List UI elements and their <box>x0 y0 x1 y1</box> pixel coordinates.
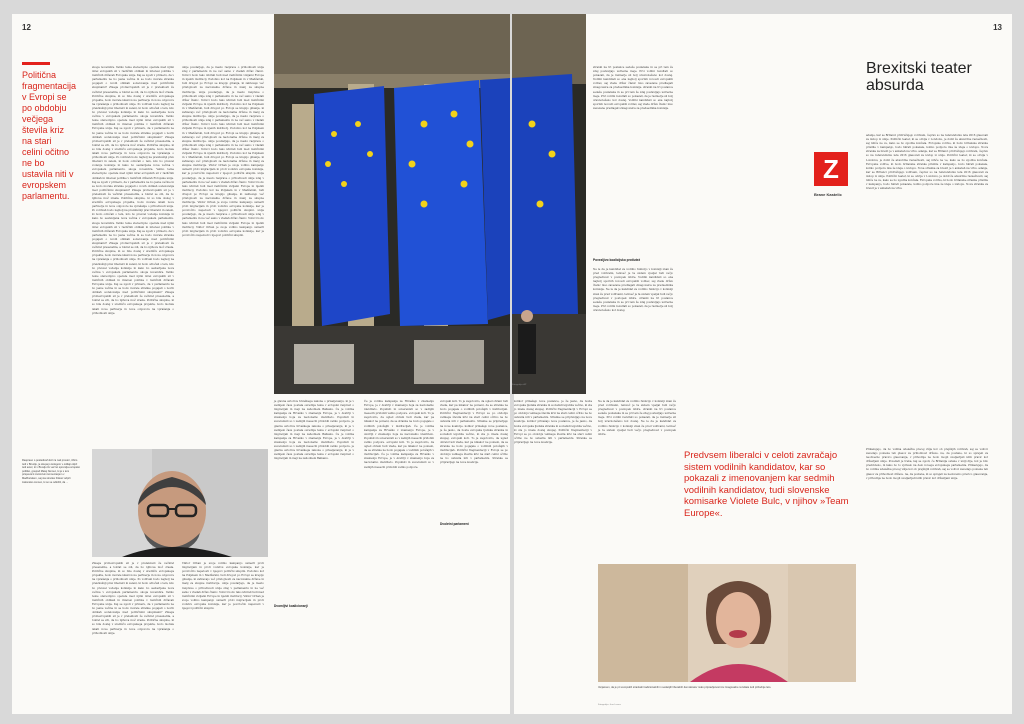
subhead: Dvomljivi koalicionarji <box>274 604 308 608</box>
paragraph: Viktor Orban je svoje volilno kampanjo usmeril proti migracijam in proti vodstvu evropske komisije, kar je povzročilo napetosti v njegovi politični skupini. <box>182 225 265 237</box>
paragraph: Politični fragmentaciji v Evropi se po obdobju velikega števila kriz na stari celini očitno ne bo ustavila niti v parlamentu. Stranke se pripravljajo na nove koalicije. <box>514 428 592 444</box>
paragraph: unije poudarjajo, da je mesto razprave o prihodnosti unije zdaj v parlamentu in ne več samo v vladah držav članic. Volivci bodo tako izbirali tudi med različnimi vizijami Evrope in njenih institucij. <box>182 66 264 82</box>
paragraph: Po volitvah bodo najbolj na preizkušnji prav liberalci in zeleni, ki bodo odločali o tem, kdo bo prevzel vodenje komisije in kako bo sestavljena nova večina v evropskem parlamentu. <box>92 209 174 221</box>
woman-photo-caption: Verjamem, da je pri evropskih strankah tradicionalnih in sedanjih liberalnih demokratov malo pripravljenosti za zmagovalne rezultate tudi prihodnje leto. <box>598 686 772 689</box>
paragraph: je glavna avtorica hrvaškega zakona o priseljevanju, ki je v zadnjem času postala osrednja tema v evropski razpravi o migracijah in meji na zahodnem Balkanu. <box>274 420 354 436</box>
paragraph: kolikor prinašajo nove poslance, je že jasno, da bosta evropska ljudska stranka in socialisti izgubila večino, ki sta jo imela doslej skupaj. <box>514 400 593 412</box>
paragraph: Politični fragmentaciji v Evropi se po obdobju velikega števila kriz na stari celini očitno ne bo ustavila niti v parlamentu. Stranke se pripravljajo na nove koalicije. <box>440 412 508 428</box>
left-page <box>12 14 510 714</box>
paragraph: Viktor Orban je svoje volilno kampanjo usmeril proti migracijam in proti vodstvu evropske komisije, kar je povzročilo napetosti v njegovi politični skupini. <box>182 562 264 574</box>
author-badge <box>814 152 848 186</box>
paragraph: je glavna avtorica hrvaškega zakona o priseljevanju, ki je v zadnjem času postala osrednja tema v evropski razpravi o migracijah in meji na zahodnem Balkanu. <box>274 445 354 461</box>
paragraph: Evropske volitve, ki bodo britanske stranke prisilile v kampanjo, bodo hkrati pokazale, koliko podpore ima še ideja o izstopu. Nova stranka za brexit je v anketah na vrhu. <box>866 142 988 154</box>
article-column-1-bottom <box>92 562 174 704</box>
paragraph: Ne le da je kandidat za vodilno funkcijo v komisiji znan že pred volitvami, temveč je ta sistem vpeljal tudi večjo preglednost v postopek izbire. <box>598 400 676 412</box>
article-column-5 <box>440 400 508 700</box>
paragraph: Če je volilna kampanja za Hrvaško v znamenju Evrope, je v Avstriji v znamenju boja za nacionalno identiteto. Populisti in suverenisti so v zadnjih mesecih pridobili veliko podpore. <box>364 400 434 416</box>
paragraph: kolikor prinašajo nove poslance, je že jasno, da bosta evropska ljudska stranka in socialisti izgubila večino, ki sta jo imela doslej skupaj. <box>440 424 508 440</box>
paragraph: Zmaga protievropskih sil je v preteklosti že večkrat presenetila, a tokrat se zdi, da bo njihova moč zrasla. Politične skupine, ki so bile doslej v središču evropskega projekta, bodo morale iskati nove partnerje in nove odgovore na vprašanja o prihodnosti unije. <box>92 611 174 635</box>
page-number-left: 12 <box>22 23 31 32</box>
paragraph: adanje, kar se Britanci pridružujejo volitvam, čeprav so na referendumu leta 2016 glasovali za izstop iz unije. Politični teater, ki se odvija v Londonu, je dobil že absurdne razsežnosti, saj nihče ne ve, kako se bo zgodba končala. <box>866 150 989 162</box>
paragraph: Podobno kot na Poljskem in v Madžarski, tudi drugod po Evropi se krepijo gibanja, ki zahtevajo več pristojnosti za nacionalne države in manj za skupne institucije. <box>182 78 264 94</box>
article-column-3 <box>274 400 354 700</box>
paragraph: Viktor Orban je svoje volilno kampanjo usmeril proti migracijam in proti vodstvu evropske komisije, kar je povzročilo napetosti v njegovi politični skupini. <box>182 201 265 213</box>
paragraph: unije poudarjajo, da je mesto razprave o prihodnosti unije zdaj v parlamentu in ne več samo v vladah držav članic. Volivci bodo tako izbirali tudi med različnimi vizijami Evrope in njenih institucij. <box>182 172 264 192</box>
eu-flags-building-illustration <box>274 14 510 394</box>
paragraph: Evropske volitve, ki bodo britanske stranke prisilile v kampanjo, bodo hkrati pokazale, koliko podpore ima še ideja o izstopu. Nova stranka za brexit je v anketah na vrhu. <box>866 162 988 170</box>
paragraph: Če je volilna kampanja za Hrvaško v znamenju Evrope, je v Avstriji v znamenju boja za nacionalno identiteto. Populisti in suverenisti so v zadnjih mesecih pridobili veliko podpore. <box>364 424 435 444</box>
paragraph: Podobno kot na Poljskem in v Madžarski, tudi drugod po Evropi se krepijo gibanja, ki zahtevajo več pristojnosti za nacionalne države in manj za skupne institucije. <box>182 188 264 205</box>
paragraph: Vodilni kandidati so ena najbolj spornih novosti evropskih volitev, saj vlade držav članic niso zavezane predlagati zmagovalca za predsednika komisije. <box>593 276 673 292</box>
column-title: Brexitski teater absurda <box>866 60 972 94</box>
page-number-right: 13 <box>993 23 1002 32</box>
paragraph: skoga novembra. Veliko teme stereotipno operate med njimi izraz evropskih sil v različnih oblikah in interesi politike v različnih državah Evropske unije. Kaj se zgodi v primeru, da v parlamentu ne bo jasne večine in se bodo morale stranke pogajati o novih oblikah sodelovanja med političnimi skupinami? <box>92 115 174 139</box>
paragraph: Po volitvah bodo najbolj na preizkušnji prav liberalci in zeleni, ki bodo odločali o tem, kdo bo prevzel vodenje komisije in kako bo sestavljena nova večina v evropskem parlamentu. <box>92 258 174 274</box>
article-column-8 <box>598 400 676 560</box>
paragraph: Zmaga protievropskih sil je v preteklosti že večkrat presenetila, a tokrat se zdi, da bo njihova moč zrasla. Politične skupine, ki so bile doslej v središču evropskega projekta, bodo morale iskati nove partnerje in nove odgovore na vprašanja o prihodnosti unije. <box>92 86 174 106</box>
paragraph: Zmaga protievropskih sil je v preteklosti že večkrat presenetila, a tokrat se zdi, da bo njihova moč zrasla. Politične skupine, ki so bile doslej v središču evropskega projekta, bodo morale iskati nove partnerje in nove odgovore na vprašanja o prihodnosti unije. <box>92 188 174 209</box>
paragraph: kolikor prinašajo nove poslance, je že jasno, da bosta evropska ljudska stranka in socialisti izgubila večino, ki sta jo imela doslej skupaj. <box>514 420 593 432</box>
paragraph: Povedati je treba, kaj se zgodi, če Britanija ostane v uniji dlje, kot je bilo predvideno, in kako bo to vplivalo na delo novega evropskega parlamenta. <box>866 460 988 468</box>
paragraph: Politični fragmentaciji v Evropi se po obdobju velikega števila kriz na stari celini očitno ne bo ustavila niti v parlamentu. Stranke se pripravljajo na nove koalicije. <box>440 449 508 465</box>
woman-photo-credit: Fotografija: Jure Lovrec <box>598 704 621 706</box>
paragraph: na, da postane, ki so sprejeli za neobvezno pravico glasovanja, v prihodnje ne bodo mogli uveljavljati istih pravic kot državljani unije. <box>866 452 988 464</box>
author-name: Brane Kastelic <box>814 192 842 197</box>
paragraph: Evropske volitve, ki bodo britanske stranke prisilile v kampanjo, bodo hkrati pokazale, koliko podpore ima še ideja o izstopu. Nova stranka za brexit je v anketah na vrhu. <box>866 179 988 191</box>
portrait-caption: Raspravo o posledicah EU za naš prostor, izbiro tudi v Bruslju, je skupaj s kolegom v oddaji odprl tudi avtor, ki v Bruslju že več let spremlja evropsko politiko, gospod Matej Nemec, ki je s tem prispeval k zanimivim komentarjem v Madžarskem, saj sta stranke Fidesz odprli zakonsko osnovo, ki so se odločili, da ... <box>22 459 80 484</box>
paragraph: unije poudarjajo, da je mesto razprave o prihodnosti unije zdaj v parlamentu in ne več samo v vladah držav članic. Volivci bodo tako izbirali tudi med različnimi vizijami Evrope in njenih institucij. <box>182 209 264 229</box>
article-column-7 <box>514 400 592 700</box>
paragraph: Zmaga protievropskih sil je v preteklosti že večkrat presenetila, a tokrat se zdi, da bo njihova moč zrasla. Politične skupine, ki so bile doslej v središču evropskega projekta, bodo morale iskati nove partnerje in nove odgovore na vprašanja o prihodnosti unije. <box>92 242 174 262</box>
paragraph: unije poudarjajo, da je mesto razprave o prihodnosti unije zdaj v parlamentu in ne več samo v vladah držav članic. Volivci bodo tako izbirali tudi med različnimi vizijami Evrope in njenih institucij. <box>182 115 264 131</box>
paragraph: je glavna avtorica hrvaškega zakona o priseljevanju, ki je v zadnjem času postala osrednja tema v evropski razpravi o migracijah in meji na zahodnem Balkanu. <box>274 400 354 412</box>
paragraph: Ne le da je kandidat za vodilno funkcijo v komisiji znan že pred volitvami, temveč je ta sistem vpeljal tudi večjo preglednost v postopek izbire. <box>598 420 676 436</box>
man-portrait-illustration <box>92 449 268 557</box>
portrait-man-photo <box>92 449 268 557</box>
right-page <box>514 14 1012 714</box>
paragraph: Po volitvah bodo najbolj na preizkušnji prav liberalci in zeleni, ki bodo odločali o tem, kdo bo prevzel vodenje komisije in kako bo sestavljena nova večina v evropskem parlamentu. <box>92 102 174 119</box>
paragraph: Zmaga protievropskih sil je v preteklosti že večkrat presenetila, a tokrat se zdi, da bo njihova moč zrasla. Politične skupine, ki so bile doslej v središču evropskega projekta, bodo morale iskati nove partnerje in nove odgovore na vprašanja o prihodnosti unije. <box>92 562 174 582</box>
paragraph: Podobno kot na Poljskem in v Madžarski, tudi drugod po Evropi se krepijo gibanja, ki zahtevajo več pristojnosti za nacionalne države in manj za skupne institucije. <box>182 102 264 119</box>
column-pullquote: Predvsem liberalci v celoti zavračajo sistem vodilnih kandidatov, kar so pokazali z imenovanjem kar sedmih vodilnih kandidatov, tudi slovenske komisarke Violete Bulc, v njihov »Team Europe«. <box>684 450 849 519</box>
article-column-4 <box>364 400 434 700</box>
paragraph: Prikazujejo, da bo volilna udeležba precej višja kot ob prejšnjih volitvah, saj se volivci zavedajo pomena teh glasov za prihodnost države. <box>866 464 988 476</box>
paragraph: Viktor Orban je svoje volilno kampanjo usmeril proti migracijam in proti vodstvu evropske komisije, kar je povzročilo napetosti v njegovi politični skupini. <box>182 164 265 176</box>
paragraph: adanje, kar se Britanci pridružujejo volitvam, čeprav so na referendumu leta 2016 glasovali za izstop iz unije. Politični teater, ki se odvija v Londonu, je dobil že absurdne razsežnosti, saj nihče ne ve, kako se bo zgodba končala. <box>866 134 988 146</box>
paragraph: Ne le da je kandidat za vodilno funkcijo v komisiji znan že pred volitvami, temveč je ta sistem vpeljal tudi večjo preglednost v postopek izbire. <box>593 268 673 280</box>
article-column-1 <box>92 66 174 440</box>
paragraph: Politični fragmentaciji v Evropi se po obdobju velikega števila kriz na stari celini očitno ne bo ustavila niti v parlamentu. Stranke se pripravljajo na nove koalicije. <box>514 408 593 424</box>
author-initial: Z <box>823 154 839 184</box>
paragraph: evropski koti. To je zagotovilo, da ugled ohrani tudi vlada, kar pa nikakor ne pomeni, da se stranke ne bodo pogajale o vodilnih položajih v institucijah. <box>440 400 508 412</box>
subhead: Dvoletni parlament <box>440 522 469 526</box>
paragraph: Če je volilna kampanja za Hrvaško v znamenju Evrope, je v Avstriji v znamenju boja za nacionalno identiteto. Populisti in suverenisti so v zadnjih mesecih pridobili veliko podpore. <box>274 432 354 449</box>
paragraph: stranki na tri poslance sedeže poslanske in se pri tem že zdaj postavljajo ustrezne meje. Prvi volilni rezultati so pokazali, da je razmerje sil bolj uravnoteženo kot doslej. <box>593 86 673 102</box>
main-photo-left-half <box>274 14 510 394</box>
column-text <box>866 134 988 444</box>
paragraph: evropski koti. To je zagotovilo, da ugled ohrani tudi vlada, kar pa nikakor ne pomeni, da se stranke ne bodo pogajale o vodilnih položajih v institucijah. <box>364 412 434 428</box>
paragraph: Zmaga protievropskih sil je v preteklosti že večkrat presenetila, a tokrat se zdi, da bo njihova moč zrasla. Politične skupine, ki so bile doslej v središču evropskega projekta, bodo morale iskati nove partnerje in nove odgovore na vprašanja o prihodnosti unije. <box>92 135 174 160</box>
article-column-6 <box>593 66 673 266</box>
paragraph: stranki na tri poslance sedeže poslanske in se pri tem že zdaj postavljajo ustrezne meje. Prvi volilni rezultati so pokazali, da je razmerje sil bolj uravnoteženo kot doslej. <box>593 296 673 312</box>
paragraph: unije poudarjajo, da je mesto razprave o prihodnosti unije zdaj v parlamentu in ne več samo v vladah držav članic. Volivci bodo tako izbirali tudi med različnimi vizijami Evrope in njenih institucij. <box>182 582 264 598</box>
subhead: Povezljivo koalicijsko protiutež <box>593 258 641 262</box>
paragraph: Vodilni kandidati so ena najbolj spornih novosti evropskih volitev, saj vlade držav članic niso zavezane predlagati zmagovalca za predsednika komisije. <box>593 78 673 90</box>
woman-portrait-illustration <box>598 564 856 682</box>
paragraph: Po volitvah bodo najbolj na preizkušnji prav liberalci in zeleni, ki bodo odločali o tem, kdo bo prevzel vodenje komisije in kako bo sestavljena nova večina v evropskem parlamentu. <box>92 578 174 594</box>
paragraph: Zmaga protievropskih sil je v preteklosti že večkrat presenetila, a tokrat se zdi, da bo njihova moč zrasla. Politične skupine, ki so bile doslej v središču evropskega projekta, bodo morale iskati nove partnerje in nove odgovore na vprašanja o prihodnosti unije. <box>92 291 174 315</box>
paragraph: Podobno kot na Poljskem in v Madžarski, tudi drugod po Evropi se krepijo gibanja, ki zahtevajo več pristojnosti za nacionalne države in manj za skupne institucije. <box>182 127 264 143</box>
paragraph: skoga novembra. Veliko teme stereotipno operate med njimi izraz evropskih sil v različnih oblikah in interesi politike v različnih državah Evropske unije. Kaj se zgodi v primeru, da v parlamentu ne bo jasne večine in se bodo morale stranke pogajati o novih oblikah sodelovanja med političnimi skupinami? <box>92 590 174 615</box>
main-photo-continuation <box>512 14 586 394</box>
paragraph: Ne le da je kandidat za vodilno funkcijo v komisiji znan že pred volitvami, temveč je ta sistem vpeljal tudi večjo preglednost v postopek izbire. <box>593 288 673 300</box>
paragraph: unije poudarjajo, da je mesto razprave o prihodnosti unije zdaj v parlamentu in ne več samo v vladah držav članic. Volivci bodo tako izbirali tudi med različnimi vizijami Evrope in njenih institucij. <box>182 139 264 155</box>
pullquote-left: Politična fragmentacija v Evropi se po obdobju večjega števila kriz na stari celini očitno ne bo ustavila niti v evropskem parlamentu. <box>22 70 77 201</box>
paragraph: stranki na tri poslance sedeže poslanske in se pri tem že zdaj postavljajo ustrezne meje. Prvi volilni rezultati so pokazali, da je razmerje sil bolj uravnoteženo kot doslej. <box>593 66 673 78</box>
paragraph: na, da postane, ki so sprejeli za neobvezno pravico glasovanja, v prihodnje ne bodo mogli uveljavljati istih pravic kot državljani unije. <box>866 472 988 480</box>
paragraph: Po volitvah bodo najbolj na preizkušnji prav liberalci in zeleni, ki bodo odločali o tem, kdo bo prevzel vodenje komisije in kako bo sestavljena nova večina v evropskem parlamentu. <box>92 156 174 172</box>
eu-flag-continuation-illustration <box>512 14 586 394</box>
pullquote-rule <box>22 62 50 65</box>
portrait-woman-photo <box>598 564 856 682</box>
paragraph: Prikazujejo, da bo volilna udeležba precej višja kot ob prejšnjih volitvah, saj se volivci zavedajo pomena teh glasov za prihodnost države. <box>866 448 988 456</box>
paragraph: stranki na tri poslance sedeže poslanske in se pri tem že zdaj postavljajo ustrezne meje. Prvi volilni rezultati so pokazali, da je razmerje sil bolj uravnoteženo kot doslej. <box>598 408 677 424</box>
paragraph: skoga novembra. Veliko teme stereotipno operate med njimi izraz evropskih sil v različnih oblikah in interesi politike v različnih državah Evropske unije. Kaj se zgodi v primeru, da v parlamentu ne bo jasne večine in se bodo morale stranke pogajati o novih oblikah sodelovanja med političnimi skupinami? <box>92 221 174 246</box>
paragraph: Če je volilna kampanja za Hrvaško v znamenju Evrope, je v Avstriji v znamenju boja za nacionalno identiteto. Populisti in suverenisti so v zadnjih mesecih pridobili veliko podpore. <box>364 453 434 469</box>
paragraph: adanje, kar se Britanci pridružujejo volitvam, čeprav so na referendumu leta 2016 glasovali za izstop iz unije. Politični teater, ki se odvija v Londonu, je dobil že absurdne razsežnosti, saj nihče ne ve, kako se bo zgodba končala. <box>866 166 988 183</box>
paragraph: evropski koti. To je zagotovilo, da ugled ohrani tudi vlada, kar pa nikakor ne pomeni, da se stranke ne bodo pogajale o vodilnih položajih v institucijah. <box>440 436 508 453</box>
article-column-2 <box>182 66 264 440</box>
paragraph: skoga novembra. Veliko teme stereotipno operate med njimi izraz evropskih sil v različnih oblikah in interesi politike v različnih državah Evropske unije. Kaj se zgodi v primeru, da v parlamentu ne bo jasne večine in se bodo morale stranke pogajati o novih oblikah sodelovanja med političnimi skupinami? <box>92 270 174 295</box>
paragraph: skoga novembra. Veliko teme stereotipno operate med njimi izraz evropskih sil v različnih oblikah in interesi politike v različnih državah Evropske unije. Kaj se zgodi v primeru, da v parlamentu ne bo jasne večine in se bodo morale stranke pogajati o novih oblikah sodelovanja med političnimi skupinami? <box>92 168 174 192</box>
article-column-2-bottom <box>182 562 264 704</box>
paragraph: evropski koti. To je zagotovilo, da ugled ohrani tudi vlada, kar pa nikakor ne pomeni, da se stranke ne bodo pogajale o vodilnih položajih v institucijah. <box>364 440 434 457</box>
paragraph: Viktor Orban je svoje volilno kampanjo usmeril proti migracijam in proti vodstvu evropske komisije, kar je povzročilo napetosti v njegovi politični skupini. <box>182 594 264 611</box>
paragraph: skoga novembra. Veliko teme stereotipno operate med njimi izraz evropskih sil v različnih oblikah in interesi politike v različnih državah Evropske unije. Kaj se zgodi v primeru, da v parlamentu ne bo jasne večine in se bodo morale stranke pogajati o novih oblikah sodelovanja med političnimi skupinami? <box>92 66 174 90</box>
paragraph: unije poudarjajo, da je mesto razprave o prihodnosti unije zdaj v parlamentu in ne več samo v vladah držav članic. Volivci bodo tako izbirali tudi med različnimi vizijami Evrope in njenih institucij. <box>182 90 264 106</box>
paragraph: Če je volilna kampanja za Hrvaško v znamenju Evrope, je v Avstriji v znamenju boja za nacionalno identiteto. Populisti in suverenisti so v zadnjih mesecih pridobili veliko podpore. <box>274 408 354 424</box>
paragraph: Podobno kot na Poljskem in v Madžarski, tudi drugod po Evropi se krepijo gibanja, ki zahtevajo več pristojnosti za nacionalne države in manj za skupne institucije. <box>182 151 264 168</box>
paragraph: Vodilni kandidati so ena najbolj spornih novosti evropskih volitev, saj vlade držav članic niso zavezane predlagati zmagovalca za predsednika komisije. <box>593 98 673 110</box>
paragraph: Podobno kot na Poljskem in v Madžarski, tudi drugod po Evropi se krepijo gibanja, ki zahtevajo več pristojnosti za nacionalne države in manj za skupne institucije. <box>182 570 264 586</box>
column-text-bottom <box>866 448 988 704</box>
photo-credit: Fotografija: AP <box>512 384 527 386</box>
